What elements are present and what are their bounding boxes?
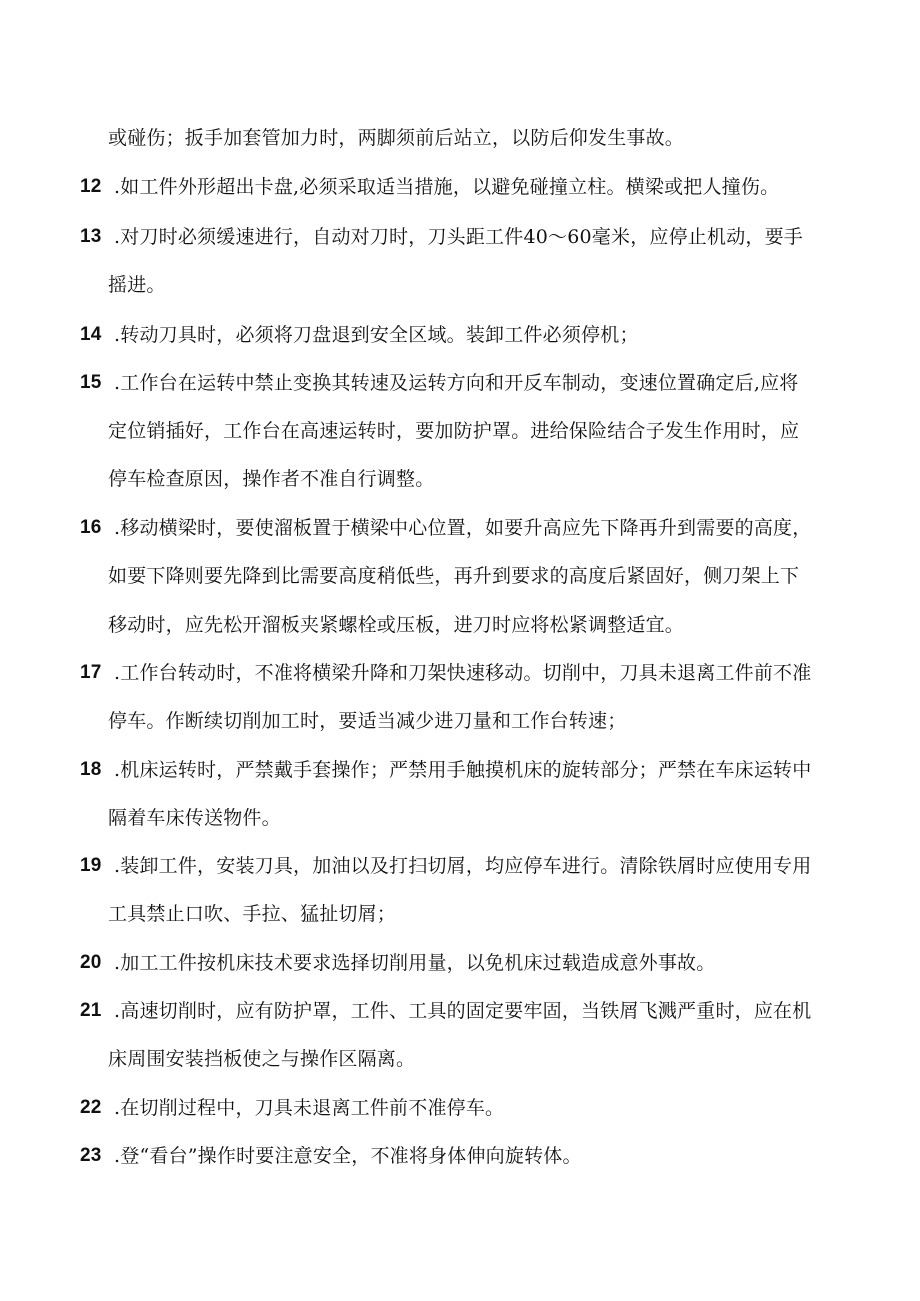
item-line: 隔着车床传送物件。 <box>108 807 281 829</box>
item-number: 21 <box>80 1000 102 1021</box>
item-line: .加工工件按机床技术要求选择切削用量，以免机床过载造成意外事故。 <box>114 952 716 974</box>
item-line: 停车。作断续切削加工时，要适当减少进刀量和工作台转速； <box>108 710 627 732</box>
item-number: 22 <box>80 1097 102 1118</box>
item-number: 15 <box>80 372 102 393</box>
item-line: .机床运转时，严禁戴手套操作；严禁用手触摸机床的旋转部分；严禁在车床运转中 <box>114 759 812 781</box>
item-line: .移动横梁时，要使溜板置于横梁中心位置，如要升高应先下降再升到需要的高度， <box>114 517 812 539</box>
item-number: 12 <box>80 176 102 197</box>
item-line: .装卸工件，安装刀具，加油以及打扫切屑，均应停车进行。清除铁屑时应使用专用 <box>114 855 812 877</box>
item-line: .对刀时必须缓速进行，自动对刀时，刀头距工件40～60毫米，应停止机动，要手 <box>114 226 803 248</box>
item-line: .登“看台”操作时要注意安全，不准将身体伸向旋转体。 <box>114 1145 582 1167</box>
item-line: 摇进。 <box>108 274 166 296</box>
item-number: 13 <box>80 226 102 247</box>
item-line: 工具禁止口吹、手拉、猛扯切屑； <box>108 903 397 925</box>
item-line: .在切削过程中，刀具未退离工件前不准停车。 <box>114 1097 505 1119</box>
item-number: 19 <box>80 855 102 876</box>
item-line: 床周围安装挡板使之与操作区隔离。 <box>108 1048 416 1070</box>
item-line: .如工件外形超出卡盘,必须采取适当措施，以避免碰撞立柱。横梁或把人撞伤。 <box>114 176 780 198</box>
item-number: 18 <box>80 759 102 780</box>
item-line: 或碰伤；扳手加套管加力时，两脚须前后站立，以防后仰发生事故。 <box>108 127 685 149</box>
item-number: 20 <box>80 952 102 973</box>
item-line: .工作台转动时，不准将横梁升降和刀架快速移动。切削中，刀具未退离工件前不准 <box>114 662 812 684</box>
item-line: .高速切削时，应有防护罩，工件、工具的固定要牢固，当铁屑飞溅严重时，应在机 <box>114 1000 812 1022</box>
item-line: .转动刀具时，必须将刀盘退到安全区域。装卸工件必须停机； <box>114 324 639 346</box>
item-line: 移动时，应先松开溜板夹紧螺栓或压板，进刀时应将松紧调整适宜。 <box>108 614 685 636</box>
item-line: .工作台在运转中禁止变换其转速及运转方向和开反车制动，变速位置确定后,应将 <box>114 372 799 394</box>
item-number: 17 <box>80 662 102 683</box>
item-line: 定位销插好，工作台在高速运转时，要加防护罩。进给保险结合子发生作用时，应 <box>108 420 800 442</box>
item-line: 如要下降则要先降到比需要高度稍低些，再升到要求的高度后紧固好，侧刀架上下 <box>108 565 800 587</box>
item-line: 停车检查原因，操作者不准自行调整。 <box>108 468 435 490</box>
item-number: 14 <box>80 324 102 345</box>
item-number: 23 <box>80 1145 102 1166</box>
item-number: 16 <box>80 517 102 538</box>
